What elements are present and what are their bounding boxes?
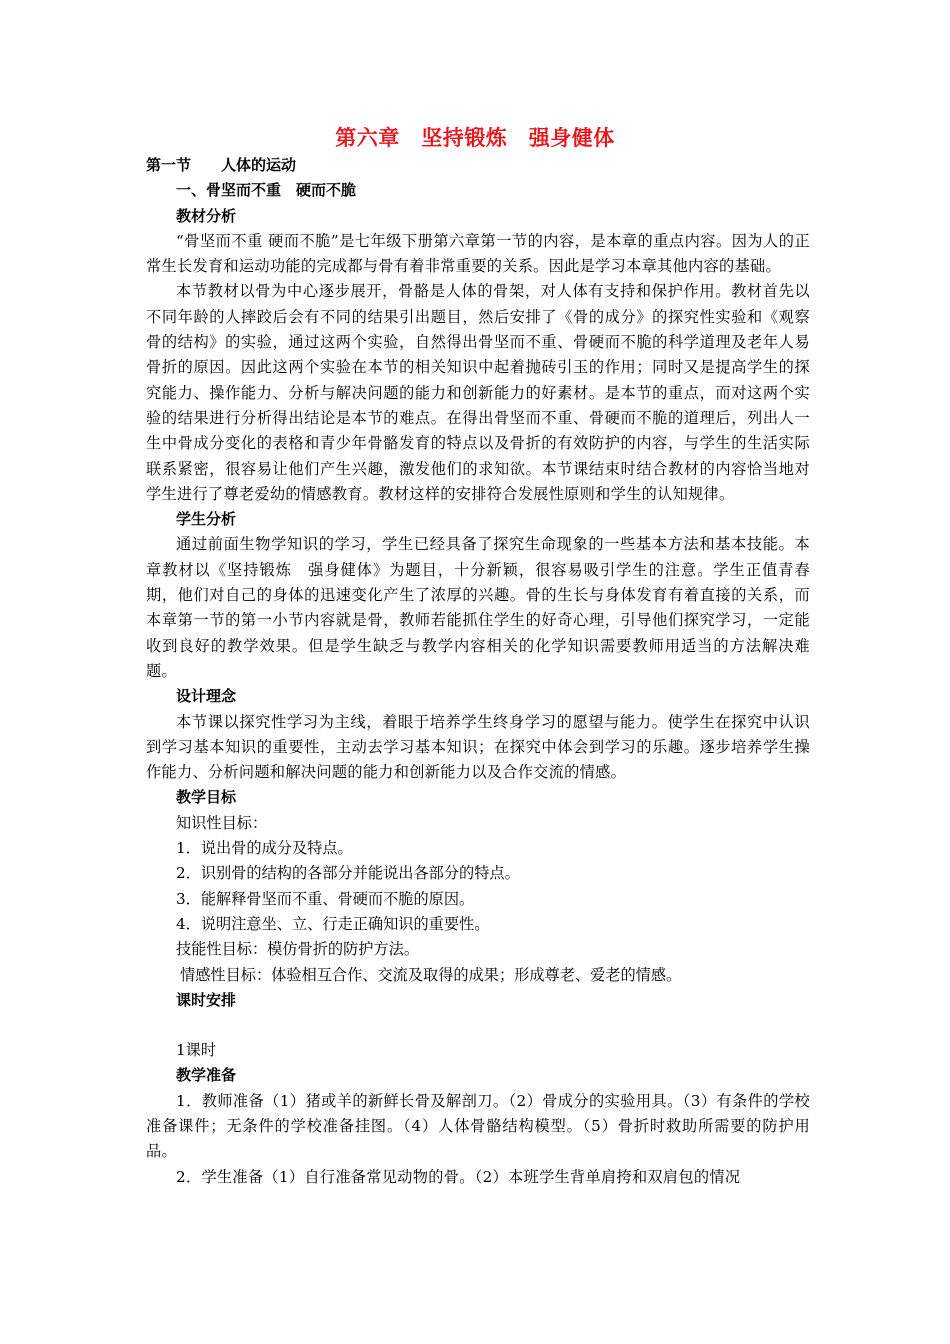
heading-student-analysis: 学生分析 — [176, 510, 237, 529]
goal-item-1: 1．说出骨的成分及特点。 — [176, 839, 353, 858]
paragraph-material-1: “骨坚而不重 硬而不脆”是七年级下册第六章第一节的内容，是本章的重点内容。因为人的正常生长发育和运动功能的完成都与骨有着非常重要的关系。因此是学习本章其他内容的基础。 — [146, 231, 810, 276]
heading-preparation: 教学准备 — [176, 1066, 237, 1085]
heading-schedule: 课时安排 — [176, 990, 237, 1009]
section-heading: 第一节 人体的运动 — [146, 156, 297, 174]
goal-emotion: 情感性目标：体验相互合作、交流及取得的成果；形成尊老、爱老的情感。 — [180, 965, 682, 984]
heading-teaching-goals: 教学目标 — [176, 788, 237, 807]
heading-material-analysis: 教材分析 — [176, 206, 237, 225]
heading-design-concept: 设计理念 — [176, 687, 237, 706]
prep-item-1: 1．教师准备（1）猪或羊的新鲜长骨及解剖刀。（2）骨成分的实验用具。（3）有条件的学校准备课件；无条件的学校准备挂图。（4）人体骨骼结构模型。（5）骨折时救助所需要的防护用品。 — [146, 1091, 810, 1161]
document-body — [146, 153, 810, 1190]
goal-knowledge-label: 知识性目标： — [176, 813, 268, 832]
goal-skill: 技能性目标：模仿骨折的防护方法。 — [176, 940, 419, 959]
paragraph-design: 本节课以探究性学习为主线，着眼于培养学生终身学习的愿望与能力。使学生在探究中认识到学习基本知识的重要性，主动去学习基本知识；在探究中体会到学习的乐趣。逐步培养学生操作能力、分析问题和解决问题的能力和创新能力以及合作交流的情感。 — [146, 712, 810, 782]
subsection-heading: 一、骨坚而不重 硬而不脆 — [176, 181, 357, 200]
goal-item-2: 2．识别骨的结构的各部分并能说出各部分的特点。 — [176, 864, 520, 883]
schedule-value: 1课时 — [176, 1041, 217, 1060]
chapter-title: 第六章 坚持锻炼 强身健体 — [335, 126, 615, 150]
goal-item-4: 4．说明注意坐、立、行走正确知识的重要性。 — [176, 914, 490, 933]
prep-item-2: 2．学生准备（1）自行准备常见动物的骨。（2）本班学生背单肩挎和双肩包的情况 — [176, 1167, 741, 1186]
paragraph-student: 通过前面生物学知识的学习，学生已经具备了探究生命现象的一些基本方法和基本技能。本章教材以《坚持锻炼 强身健体》为题目，十分新颖，很容易吸引学生的注意。学生正值青春期，他们对自己的身体的迅速变化产生了浓厚的兴趣。骨的生长与身体发育有着直接的关系，而本章第一节的第一小节内容就是骨，教师若能抓住学生的好奇心理，引导他们探究学习，一定能收到良好的教学效果。但是学生缺乏与教学内容相关的化学知识需要教师用适当的方法解决难题。 — [146, 535, 810, 680]
goal-item-3: 3．能解释骨坚而不重、骨硬而不脆的原因。 — [176, 889, 475, 908]
paragraph-material-2: 本节教材以骨为中心逐步展开，骨骼是人体的骨架，对人体有支持和保护作用。教材首先以不同年龄的人摔跤后会有不同的结果引出题目，然后安排了《骨的成分》的探究性实验和《观察骨的结构》的实验，通过这两个实验，自然得出骨坚而不重、骨硬而不脆的科学道理及老年人易骨折的原因。因此这两个实验在本节的相关知识中起着抛砖引玉的作用；同时又是提高学生的探究能力、操作能力、分析与解决问题的能力和创新能力的好素材。是本节的重点，而对这两个实验的结果进行分析得出结论是本节的难点。在得出骨坚而不重、骨硬而不脆的道理后，列出人一生中骨成分变化的表格和青少年骨骼发育的特点以及骨折的有效防护的内容，与学生的生活实际联系紧密，很容易让他们产生兴趣，激发他们的求知欲。本节课结束时结合教材的内容恰当地对学生进行了尊老爱幼的情感教育。教材这样的安排符合发展性原则和学生的认知规律。 — [146, 282, 810, 503]
